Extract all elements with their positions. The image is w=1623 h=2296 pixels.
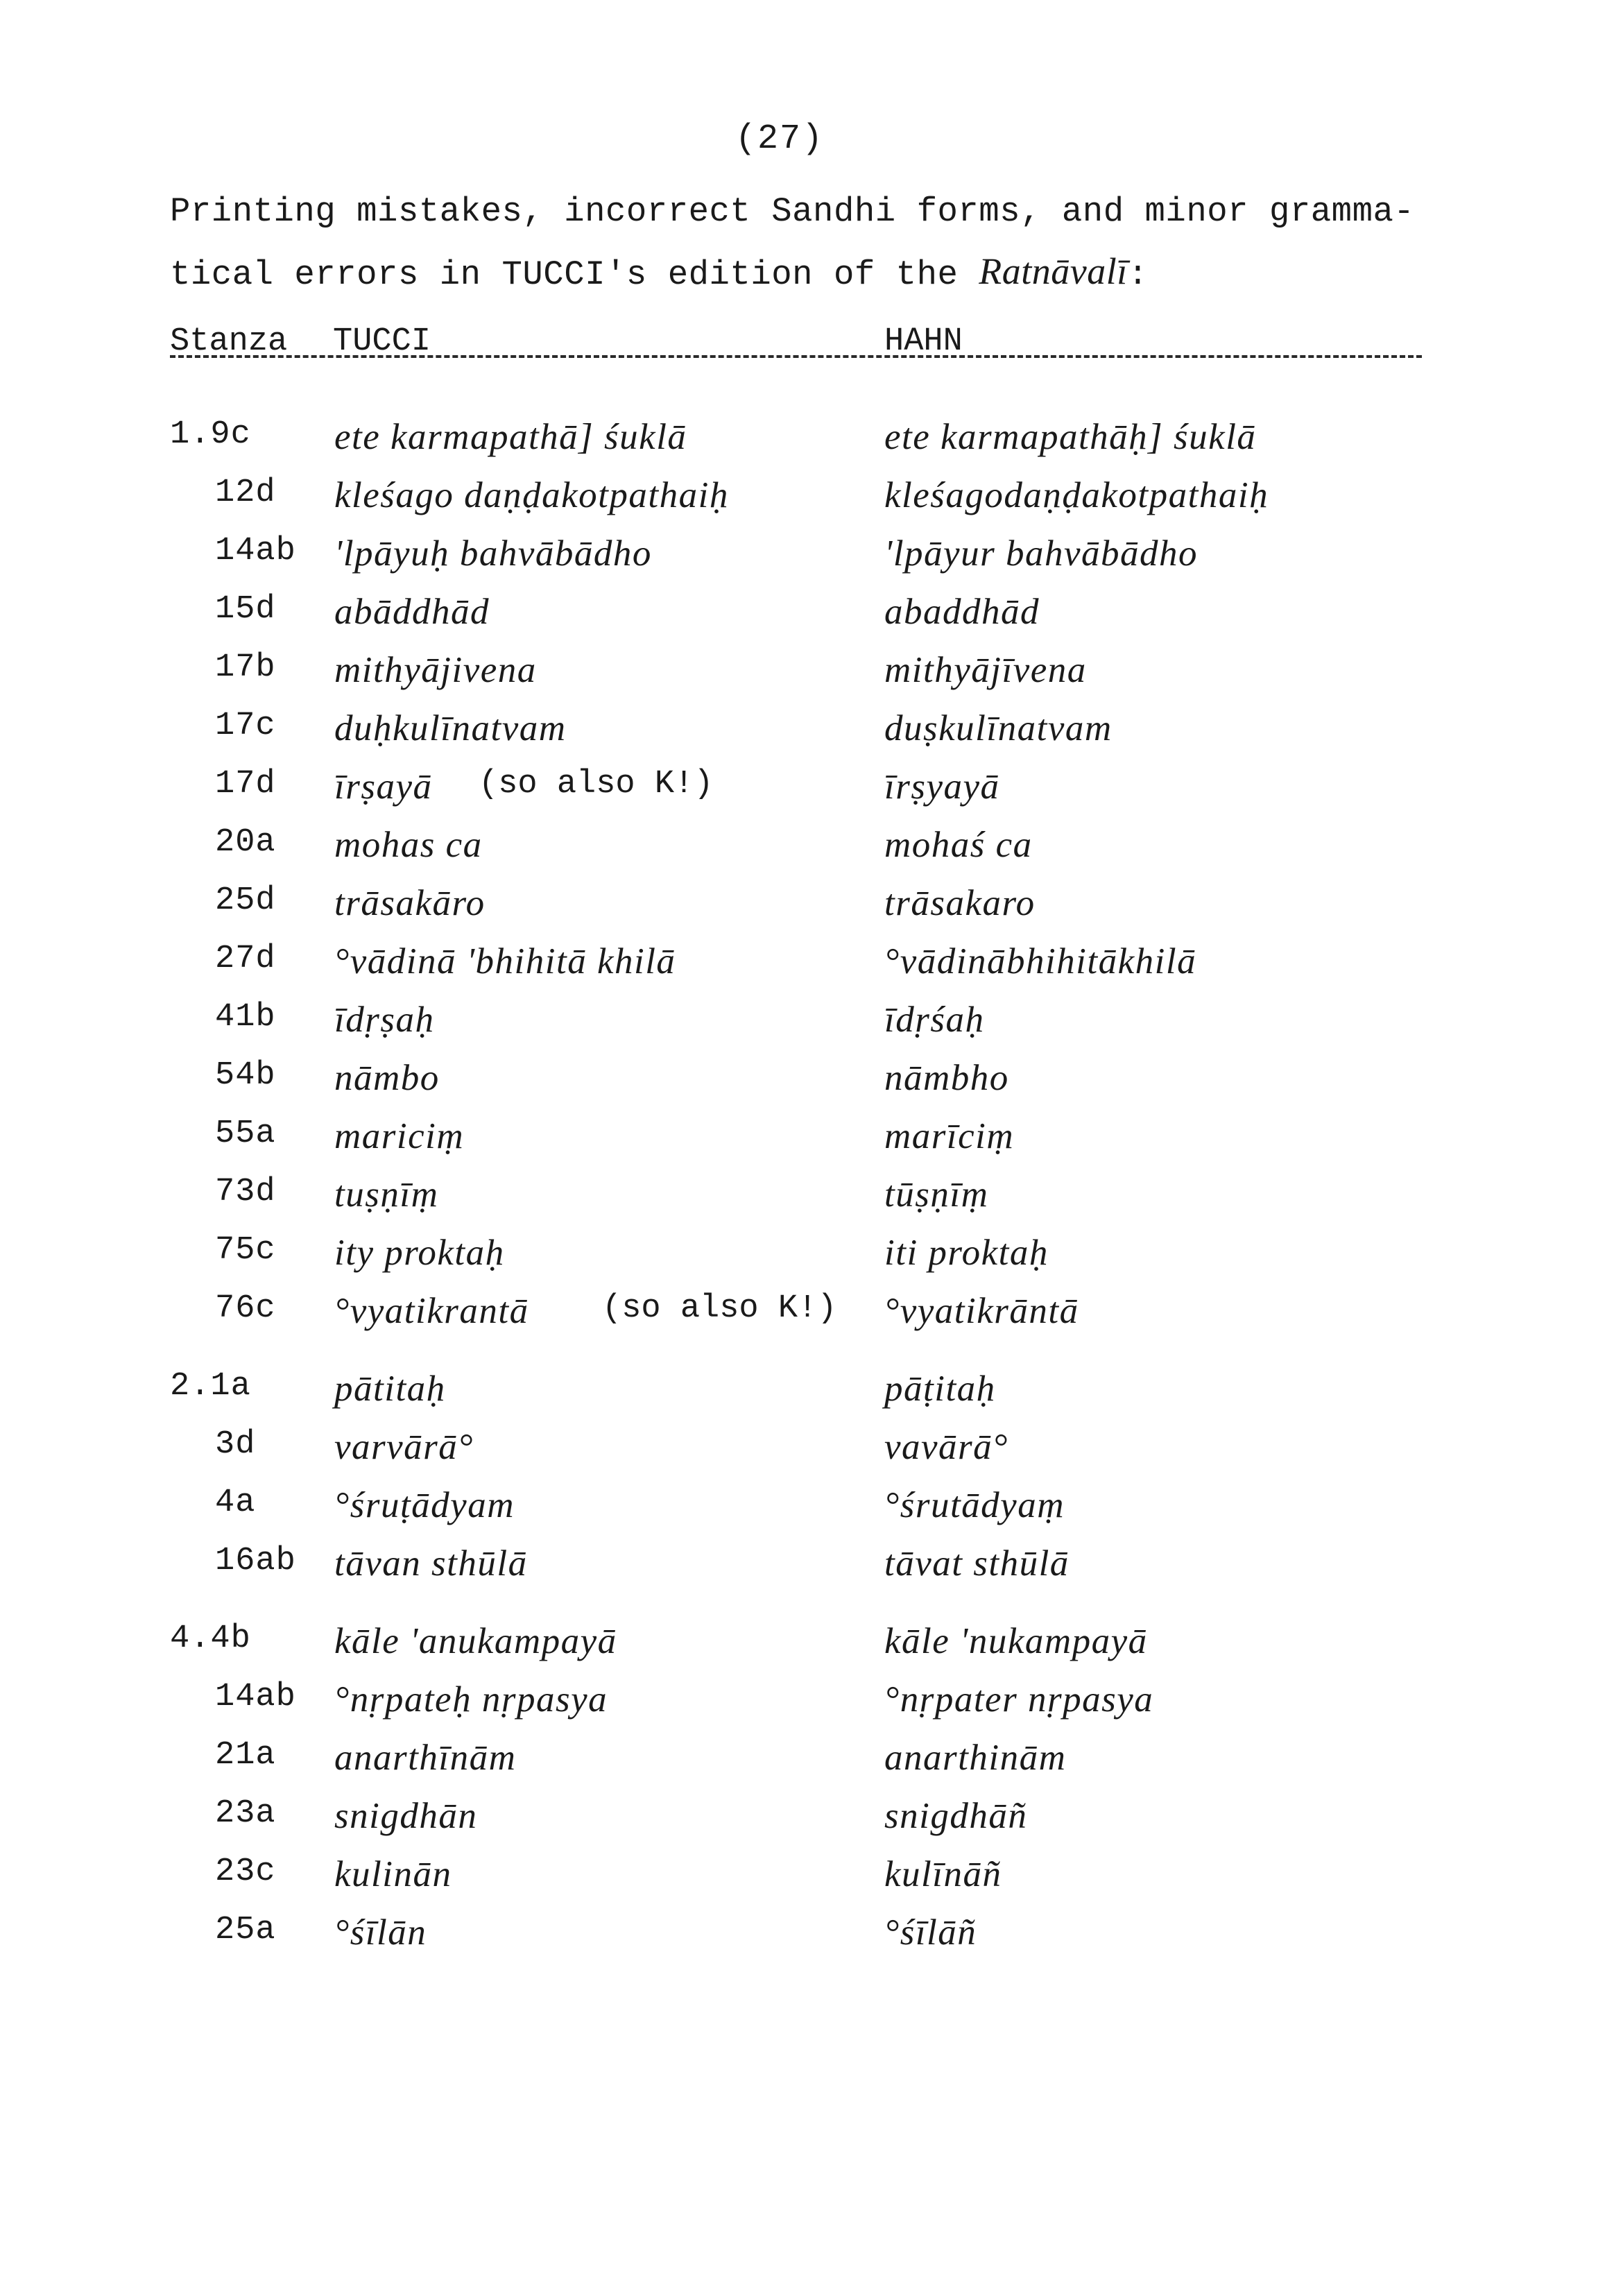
- column-header-hahn: HAHN: [884, 323, 963, 360]
- stanza-ref: 76c: [215, 1290, 276, 1327]
- stanza-ref: 20a: [215, 824, 276, 861]
- tucci-reading: °vādinā 'bhihitā khilā: [334, 941, 676, 982]
- tucci-reading: °śīlān: [334, 1912, 427, 1953]
- tucci-reading: mariciṃ: [334, 1116, 465, 1156]
- heading-line-2: [170, 241, 1488, 305]
- stanza-ref: 41b: [215, 999, 276, 1036]
- tucci-reading: īdṛṣaḥ: [334, 1000, 435, 1040]
- stanza-ref: 25a: [215, 1912, 276, 1948]
- tucci-reading: varvārā°: [334, 1427, 474, 1467]
- stanza-ref: 54b: [215, 1057, 276, 1094]
- table-row: [0, 766, 1623, 824]
- hahn-reading: duṣkulīnatvam: [884, 708, 1113, 748]
- heading-line-2-suffix: :: [1127, 255, 1149, 294]
- stanza-ref: 4.4b: [170, 1620, 251, 1657]
- hahn-reading: snigdhāñ: [884, 1796, 1028, 1836]
- heading-line-1: Printing mistakes, incorrect Sandhi forms, and minor gramma-: [170, 192, 1415, 231]
- hahn-reading: tāvat sthūlā: [884, 1543, 1070, 1584]
- stanza-ref: 23a: [215, 1795, 276, 1832]
- table-row: [0, 941, 1623, 999]
- tucci-reading: duḥkulīnatvam: [334, 708, 567, 748]
- hahn-reading: kulīnāñ: [884, 1854, 1002, 1894]
- tucci-reading: °nṛpateḥ nṛpasya: [334, 1679, 608, 1720]
- stanza-ref: 12d: [215, 474, 276, 511]
- hahn-reading: mohaś ca: [884, 825, 1033, 865]
- table-row: [0, 1679, 1623, 1737]
- hahn-reading: kleśagodaṇḍakotpathaiḥ: [884, 475, 1269, 515]
- hahn-reading: īdṛśaḥ: [884, 1000, 985, 1040]
- stanza-ref: 27d: [215, 941, 276, 977]
- hahn-reading: °śīlāñ: [884, 1912, 977, 1953]
- hahn-reading: °śrutādyaṃ: [884, 1485, 1065, 1525]
- page-number: (27): [735, 119, 825, 159]
- table-row: [0, 882, 1623, 941]
- tucci-reading: pātitaḥ: [334, 1369, 446, 1409]
- table-row: [0, 1737, 1623, 1795]
- table-row: [0, 591, 1623, 649]
- work-title: Ratnāvalī: [979, 250, 1128, 292]
- tucci-reading: °śruṭādyam: [334, 1485, 515, 1525]
- tucci-reading: īrṣayā: [334, 766, 433, 807]
- table-row: [0, 1620, 1623, 1679]
- table-row: [0, 1232, 1623, 1290]
- hahn-reading: īrṣyayā: [884, 766, 1000, 807]
- stanza-ref: 17d: [215, 766, 276, 803]
- stanza-ref: 14ab: [215, 1679, 296, 1715]
- table-row: [0, 1912, 1623, 1970]
- table-row: [0, 1795, 1623, 1853]
- tucci-reading: kulinān: [334, 1854, 452, 1894]
- stanza-ref: 55a: [215, 1115, 276, 1152]
- hahn-reading: tūṣṇīṃ: [884, 1174, 989, 1215]
- table-row: [0, 649, 1623, 708]
- tucci-reading: anarthīnām: [334, 1738, 517, 1778]
- stanza-ref: 73d: [215, 1174, 276, 1210]
- hahn-reading: marīciṃ: [884, 1116, 1015, 1156]
- tucci-reading: mohas ca: [334, 825, 483, 865]
- stanza-ref: 1.9c: [170, 416, 251, 453]
- table-row: [0, 1484, 1623, 1543]
- tucci-reading: tāvan sthūlā: [334, 1543, 528, 1584]
- table-row: [0, 1290, 1623, 1348]
- hahn-reading: vavārā°: [884, 1427, 1008, 1467]
- hahn-reading: kāle 'nukampayā: [884, 1621, 1148, 1661]
- table-row: [0, 474, 1623, 533]
- tucci-reading: mithyājivena: [334, 650, 537, 690]
- table-row: [0, 1174, 1623, 1232]
- tucci-reading: abāddhād: [334, 592, 490, 632]
- tucci-reading: °vyatikrantā: [334, 1291, 529, 1331]
- header-rule: [170, 355, 1422, 358]
- stanza-ref: 21a: [215, 1737, 276, 1774]
- hahn-reading: trāsakaro: [884, 883, 1036, 923]
- tucci-reading: tuṣṇīṃ: [334, 1174, 439, 1215]
- hahn-reading: pāṭitaḥ: [884, 1369, 996, 1409]
- hahn-reading: abaddhād: [884, 592, 1040, 632]
- hahn-reading: °vādinābhihitākhilā: [884, 941, 1197, 982]
- column-header-tucci: TUCCI: [333, 323, 431, 360]
- stanza-ref: 14ab: [215, 533, 296, 569]
- stanza-ref: 23c: [215, 1853, 276, 1890]
- table-row: [0, 1853, 1623, 1912]
- tucci-reading: nāmbo: [334, 1058, 440, 1098]
- tucci-reading: trāsakāro: [334, 883, 486, 923]
- table-row: [0, 1426, 1623, 1484]
- stanza-ref: 17b: [215, 649, 276, 686]
- table-row: [0, 1057, 1623, 1115]
- table-row: [0, 533, 1623, 591]
- hahn-reading: nāmbho: [884, 1058, 1009, 1098]
- hahn-reading: mithyājīvena: [884, 650, 1087, 690]
- tucci-reading: snigdhān: [334, 1796, 478, 1836]
- table-row: [0, 999, 1623, 1057]
- hahn-reading: °vyatikrāntā: [884, 1291, 1079, 1331]
- hahn-reading: iti proktaḥ: [884, 1233, 1049, 1273]
- hahn-reading: ete karmapathāḥ] śuklā: [884, 417, 1257, 457]
- table-row: [0, 1368, 1623, 1426]
- hahn-reading: 'lpāyur bahvābādho: [884, 533, 1198, 574]
- stanza-ref: 16ab: [215, 1543, 296, 1579]
- tucci-reading: kāle 'anukampayā: [334, 1621, 617, 1661]
- table-row: [0, 824, 1623, 882]
- stanza-ref: 3d: [215, 1426, 256, 1463]
- tucci-reading: 'lpāyuḥ bahvābādho: [334, 533, 652, 574]
- stanza-ref: 15d: [215, 591, 276, 628]
- heading-line-2-prefix: tical errors in TUCCI's edition of the: [170, 255, 979, 294]
- tucci-note: (so also K!): [479, 766, 714, 803]
- table-row: [0, 1115, 1623, 1174]
- table-row: [0, 1543, 1623, 1601]
- column-header-stanza: Stanza: [170, 323, 288, 360]
- stanza-ref: 4a: [215, 1484, 256, 1521]
- tucci-reading: ete karmapathā] śuklā: [334, 417, 687, 457]
- stanza-ref: 25d: [215, 882, 276, 919]
- stanza-ref: 75c: [215, 1232, 276, 1269]
- heading: [170, 182, 1488, 305]
- tucci-reading: ity proktaḥ: [334, 1233, 505, 1273]
- hahn-reading: °nṛpater nṛpasya: [884, 1679, 1154, 1720]
- hahn-reading: anarthinām: [884, 1738, 1067, 1778]
- tucci-reading: kleśago daṇḍakotpathaiḥ: [334, 475, 729, 515]
- tucci-note: (so also K!): [602, 1290, 837, 1327]
- stanza-ref: 17c: [215, 708, 276, 744]
- stanza-ref: 2.1a: [170, 1368, 251, 1405]
- table-row: [0, 708, 1623, 766]
- table-row: [0, 416, 1623, 474]
